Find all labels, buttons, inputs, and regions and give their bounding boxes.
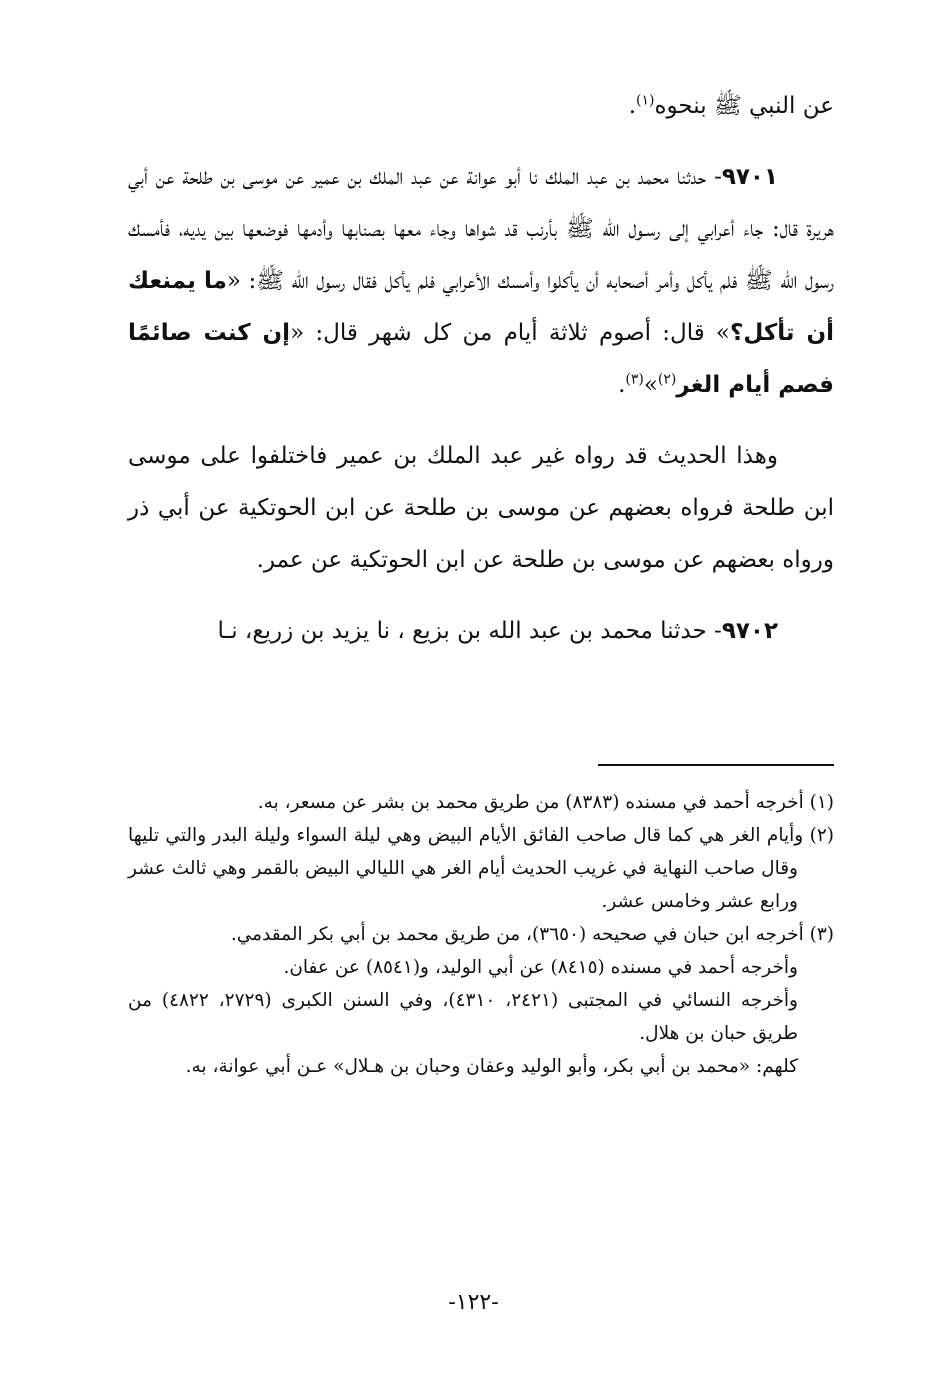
hadith-number-9701: ٩٧٠١ [721, 164, 778, 190]
hadith-9702 [128, 605, 834, 657]
hadith-text-9702: حدثنا محمد بن عبد الله بن بزيع ، نا يزيد بن زريع، نـا [217, 618, 707, 644]
hadith-text-part-1: حدثنا محمد بن عبد الملك نا أبو عوانة عن عبد الملك بن عمير عن موسى بن طلحة عن أبي هريرة قال: جاء أعرابي إلى رسـول الله ﷺ بأرنب قد شواها وجاء معها بصنابها وأدمها فوضعها بين يديه، فأمسك رسول الله ﷺ فلم يأكل وأمر أصحابه أن يأكلوا وأمسك الأعرابي فلم يأكل فقال رسول الله ﷺ: « [128, 164, 834, 294]
continuation-end: . [628, 93, 636, 119]
prophet-quote-2: إن كنت صائمًا فصم أيام الغر [128, 320, 834, 398]
commentary-paragraph: وهذا الحديث قد رواه غير عبد الملك بن عمير فاختلفوا على موسى ابن طلحة فرواه بعضهم عن موسى بن طلحة عن ابن الحوتكية عن أبي ذر ورواه بعضهم عن موسى بن طلحة عن ابن الحوتكية عن عمر. [128, 443, 834, 573]
footnote-3-continuation-3: كلهم: «محمد بن أبي بكر، وأبو الوليد وعفان وحبان بن هـلال» عـن أبي عوانة، به. [185, 1056, 798, 1077]
footnote-ref-2[interactable]: (٢) [657, 371, 677, 388]
hadith-text-part-2: » قال: أصوم ثلاثة أيام من كل شهر قال: « [290, 320, 731, 346]
footnote-2: (٢) وأيام الغر هي كما قال صاحب الفائق الأيام البيض وهي ليلة السواء وليلة البدر والتي تليها وقال صاحب النهاية في غريب الحديث أيام الغر هي الليالي البيض بالقمر وهي ثالث عشر ورابع عشر وخامس عشر. [128, 825, 834, 912]
continuation-text: عن النبي ﷺ بنحوه [654, 93, 834, 119]
hadith-9701 [128, 151, 834, 411]
footnote-1: (١) أخرجه أحمد في مسنده (٨٣٨٣) من طريق محمد بن بشر عن مسعر، به. [257, 792, 834, 813]
footnote-3-continuation-1: وأخرجه أحمد في مسنده (٨٤١٥) عن أبي الوليد، و(٨٥٤١) عن عفان. [283, 957, 798, 978]
footnotes [128, 786, 834, 1083]
footnote-ref-3[interactable]: (٣) [625, 371, 644, 388]
hadith-text-part-3: » [643, 372, 658, 398]
page-number: -١٢٢- [448, 1290, 499, 1315]
footnote-3: (٣) أخرجه ابن حبان في صحيحه (٣٦٥٠)، من طريق محمد بن أبي بكر المقدمي. [230, 924, 834, 945]
footnote-separator [598, 764, 834, 766]
hadith-text-part-4: . [618, 372, 626, 398]
hadith-number-9702: ٩٧٠٢ [721, 618, 778, 644]
footnote-3-continuation-2: وأخرجه النسائي في المجتبى (٢٤٢١، ٤٣١٠)، وفي السنن الكبرى (٢٧٢٩، ٤٨٢٢) من طريق حبان بن هلال. [128, 990, 798, 1044]
prophet-quote-1: ما يمنعك أن تأكل؟ [128, 268, 834, 346]
hadith-dash: - [706, 618, 722, 644]
footnote-ref-1[interactable]: (١) [636, 92, 655, 109]
main-text [128, 80, 834, 657]
continuation-line [128, 80, 834, 132]
hadith-dash: - [706, 164, 722, 190]
